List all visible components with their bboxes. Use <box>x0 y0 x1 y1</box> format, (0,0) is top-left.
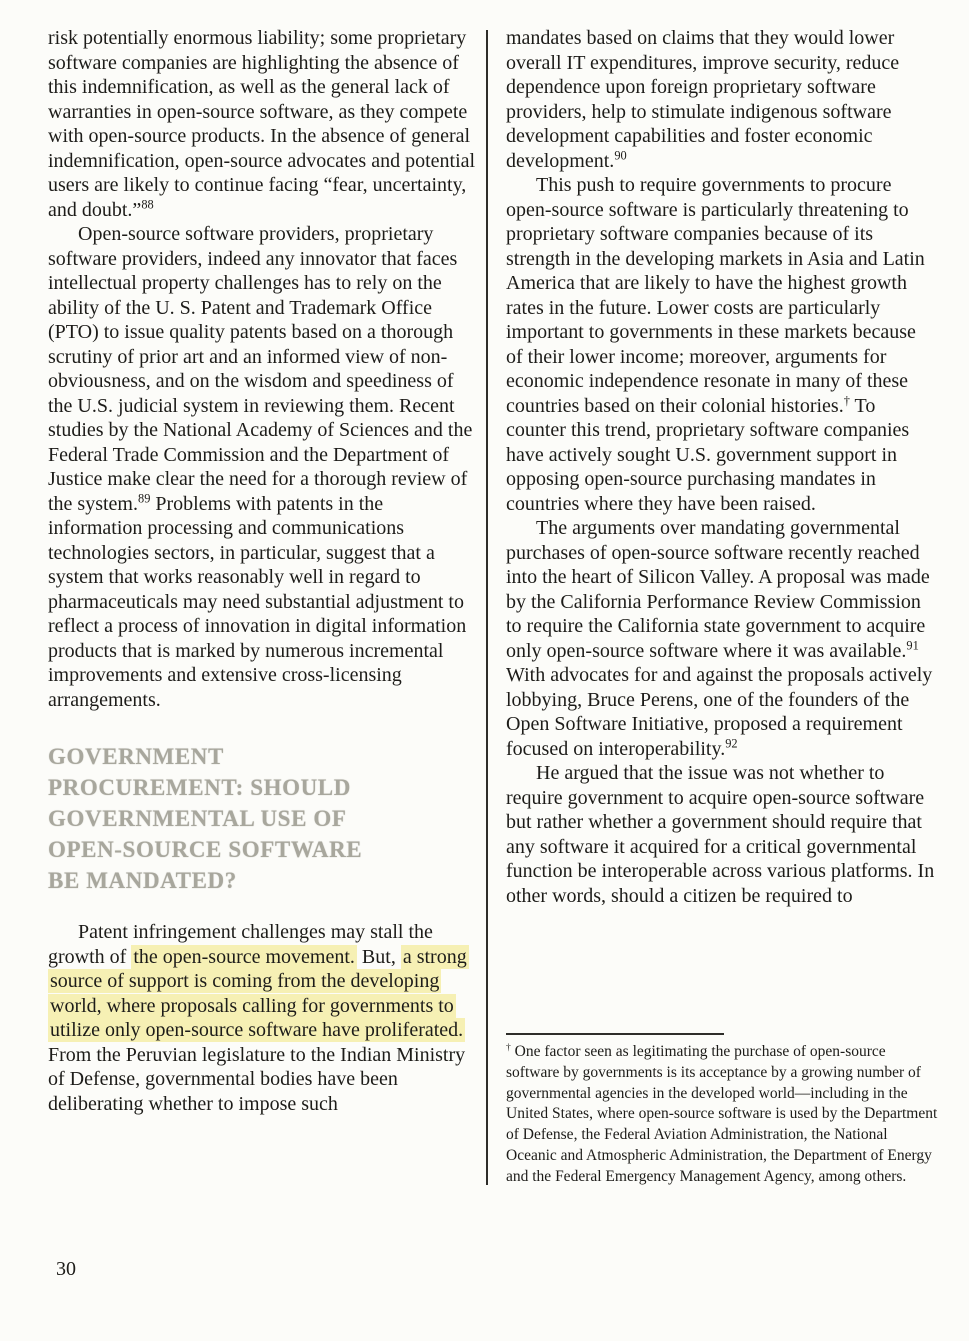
body-text: Patent infringement challenges may stall the growth of <box>48 921 433 968</box>
body-text: But, <box>356 945 401 968</box>
footnote-body-text: One factor seen as legitimating the purchase of open-source software by governments is its acceptance by a growing number of governmental agencies in the developed world—including in the United States, where open-source software is used by the Department of Defense, the Federal Aviation Administration, the National Oceanic and Atmospheric Administration, the Department of Energy and the Federal Emergency Management Agency, among others. <box>506 1043 938 1185</box>
footnote-rule <box>506 1033 724 1035</box>
highlighted-text: the open-source movement. <box>133 945 355 968</box>
body-text: This push to require governments to procure open-source software is particularly threatening to proprietary software companies because of its strength in the developing markets in Asia and Latin America that are likely to have the highest growth rates in the future. Lower costs are particularly important to governments in these markets because of their lower income; moreover, arguments for economic independence resonate in many of these countries based on their colonial histories. <box>506 174 925 417</box>
body-paragraph <box>506 516 936 761</box>
body-text: risk potentially enormous liability; some proprietary software companies are highlighting the absence of this indemnification, as well as the general lack of warranties in open-source software, as they compete with open-source products. In the absence of general indemnification, open-source advocates and potential users are likely to continue facing “fear, uncertainty, and doubt.” <box>48 27 476 221</box>
body-paragraph <box>506 26 936 173</box>
section-heading-line: GOVERNMENTAL USE OF <box>48 806 347 831</box>
section-heading-line: BE MANDATED? <box>48 868 237 893</box>
body-text: To counter this trend, proprietary software companies have actively sought U.S. government support in opposing open-source purchasing mandates in countries where they have been raised. <box>506 394 910 515</box>
footnote-text <box>506 1042 938 1188</box>
right-column <box>506 26 936 908</box>
body-paragraph <box>48 222 476 712</box>
body-text: Problems with patents in the information processing and communications technologies sectors, in particular, suggest that a system that works reasonably well in regard to pharmaceuticals may need substantial adjustment to reflect a process of innovation in digital information products that is marked by numerous incremental improvements and extensive cross-licensing arrangements. <box>48 492 467 711</box>
body-paragraph <box>48 26 476 222</box>
body-text: Open-source software providers, proprietary software providers, indeed any innovator that faces intellectual property challenges has to rely on the ability of the U. S. Patent and Trademark Office (PTO) to issue quality patents based on a thorough scrutiny of prior art and an informed view of non-obviousness, and on the wisdom and speediness of the U.S. judicial system in reviewing them. Recent studies by the National Academy of Sciences and the Federal Trade Commission and the Department of Justice make clear the need for a thorough review of the system. <box>48 223 473 515</box>
dagger-marker: † <box>506 1041 511 1053</box>
body-text: mandates based on claims that they would lower overall IT expenditures, improve security, reduce dependence upon foreign proprietary software providers, help to stimulate indigenous software development capabilities and foster economic development. <box>506 27 900 172</box>
left-column <box>48 26 476 1116</box>
body-text: He argued that the issue was not whether to require government to acquire open-source software but rather whether a government should require that any software it acquired for a critical governmental function be interoperable across various platforms. In other words, should a citizen be required to <box>506 762 935 907</box>
body-paragraph <box>48 920 476 1116</box>
footnote-reference: 89 <box>138 490 151 505</box>
footnote-reference: † <box>843 392 850 407</box>
section-heading-line: OPEN-SOURCE SOFTWARE <box>48 837 363 862</box>
body-paragraph <box>506 761 936 908</box>
section-heading-line: PROCUREMENT: SHOULD <box>48 775 351 800</box>
body-text: With advocates for and against the proposals actively lobbying, Bruce Perens, one of the founders of the Open Software Initiative, proposed a requirement focused on interoperability. <box>506 664 933 760</box>
footnote-reference: 90 <box>614 147 627 162</box>
section-heading-line: GOVERNMENT <box>48 744 224 769</box>
page-number: 30 <box>56 1258 76 1280</box>
column-divider <box>486 30 488 1185</box>
body-text: The arguments over mandating governmental purchases of open-source software recently reached into the heart of Silicon Valley. A proposal was made by the California Performance Review Commission to require the California state government to acquire only open-source software where it was available. <box>506 517 930 662</box>
body-paragraph <box>506 173 936 516</box>
body-text: From the Peruvian legislature to the Indian Ministry of Defense, governmental bodies have been deliberating whether to impose such <box>48 1043 466 1115</box>
footnote-reference: 91 <box>906 637 919 652</box>
footnote-reference: 92 <box>725 735 738 750</box>
footnote <box>506 1033 938 1188</box>
highlighted-text: a strong source of support is coming from the developing world, where proposals calling for governments to utilize only open-source software have proliferated. <box>50 945 467 1041</box>
section-heading <box>48 741 476 896</box>
footnote-reference: 88 <box>141 196 154 211</box>
